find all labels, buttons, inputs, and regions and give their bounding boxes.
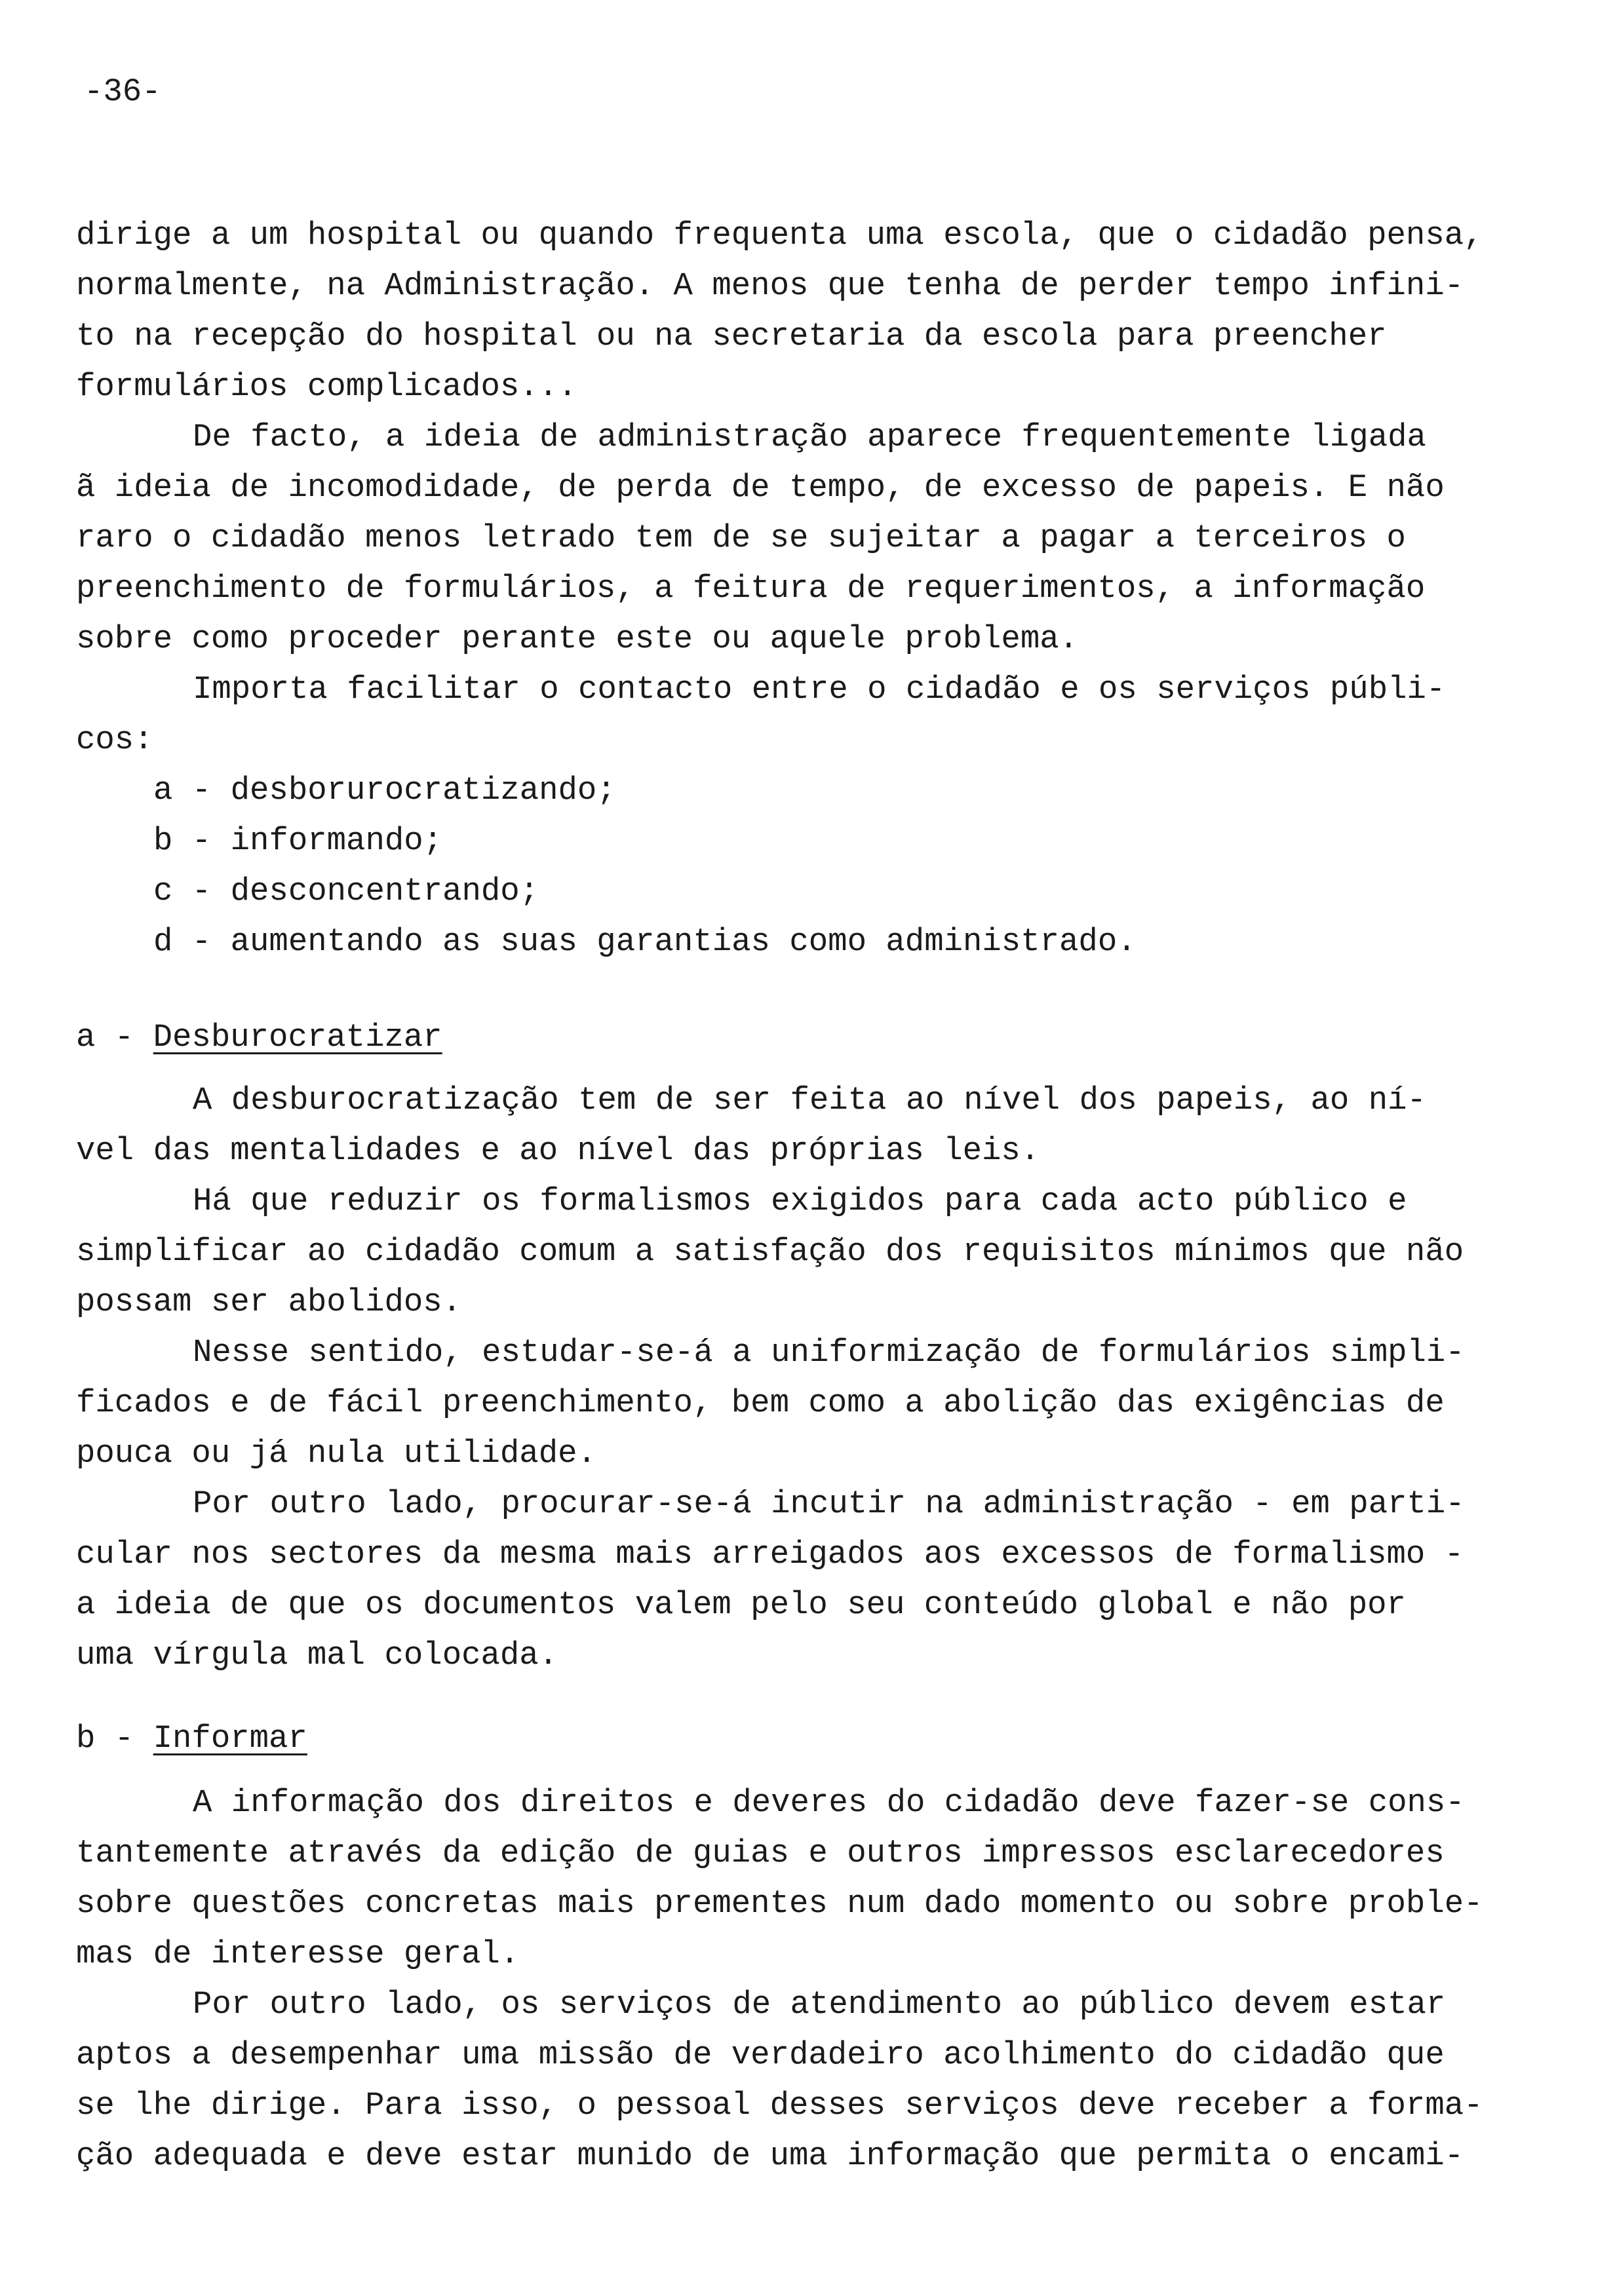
text-line: Importa facilitar o contacto entre o cidadão e os serviços públi-	[193, 671, 1446, 708]
text-line: Por outro lado, procurar-se-á incutir na administração - em parti-	[193, 1485, 1465, 1522]
text-line: preenchimento de formulários, a feitura de requerimentos, a informação	[76, 570, 1426, 607]
text-line: cular nos sectores da mesma mais arreigados aos excessos de formalismo -	[76, 1536, 1464, 1573]
text-line: to na recepção do hospital ou na secretaria da escola para preencher	[76, 318, 1387, 354]
section-informar	[76, 1713, 307, 1764]
text-line: aptos a desempenhar uma missão de verdadeiro acolhimento do cidadão que	[76, 2037, 1445, 2073]
text-line: A desburocratização tem de ser feita ao nível dos papeis, ao ní-	[193, 1082, 1426, 1119]
section-prefix: b -	[76, 1720, 153, 1757]
section-title: Informar	[153, 1720, 307, 1757]
list-item: a - desborurocratizando;	[153, 772, 616, 809]
text-line: simplificar ao cidadão comum a satisfação dos requisitos mínimos que não	[76, 1233, 1464, 1270]
text-line: A informação dos direitos e deveres do cidadão deve fazer-se cons-	[193, 1784, 1465, 1821]
list-item: d - aumentando as suas garantias como administrado.	[153, 923, 1137, 960]
text-line: Por outro lado, os serviços de atendimento ao público devem estar	[193, 1986, 1446, 2023]
text-line: formulários complicados...	[76, 368, 577, 405]
text-line: possam ser abolidos.	[76, 1284, 462, 1320]
text-line: ficados e de fácil preenchimento, bem como a abolição das exigências de	[76, 1385, 1445, 1421]
text-line: Nesse sentido, estudar-se-á a uniformização de formulários simpli-	[193, 1334, 1465, 1371]
intro-text	[76, 210, 1483, 967]
section-heading	[76, 1713, 307, 1764]
text-line: raro o cidadão menos letrado tem de se sujeitar a pagar a terceiros o	[76, 520, 1406, 556]
text-line: De facto, a ideia de administração aparece frequentemente ligada	[193, 419, 1426, 455]
page-number: -36-	[84, 73, 161, 110]
text-line: dirige a um hospital ou quando frequenta uma escola, que o cidadão pensa,	[76, 217, 1483, 254]
section-prefix: a -	[76, 1019, 153, 1056]
text-line: sobre questões concretas mais prementes num dado momento ou sobre proble-	[76, 1885, 1483, 1922]
list-item: c - desconcentrando;	[153, 873, 539, 909]
text-line: sobre como proceder perante este ou aquele problema.	[76, 621, 1079, 657]
text-line: pouca ou já nula utilidade.	[76, 1435, 596, 1472]
section-informar-body	[76, 1778, 1483, 2181]
section-title: Desburocratizar	[153, 1019, 442, 1056]
section-heading	[76, 1012, 442, 1063]
text-line: a ideia de que os documentos valem pelo seu conteúdo global e não por	[76, 1586, 1406, 1623]
text-line: normalmente, na Administração. A menos que tenha de perder tempo infini-	[76, 267, 1464, 304]
text-line: cos:	[76, 721, 153, 758]
section-desburocratizar-body	[76, 1075, 1465, 1681]
text-line: uma vírgula mal colocada.	[76, 1637, 558, 1674]
list-item: b - informando;	[153, 822, 443, 859]
text-line: ã ideia de incomodidade, de perda de tempo, de excesso de papeis. E não	[76, 469, 1445, 506]
text-line: se lhe dirige. Para isso, o pessoal desses serviços deve receber a forma-	[76, 2087, 1483, 2124]
text-line: ção adequada e deve estar munido de uma informação que permita o encami-	[76, 2137, 1464, 2174]
text-line: Há que reduzir os formalismos exigidos para cada acto público e	[193, 1183, 1407, 1219]
text-line: vel das mentalidades e ao nível das próprias leis.	[76, 1132, 1040, 1169]
section-desburocratizar	[76, 1012, 442, 1063]
text-line: mas de interesse geral.	[76, 1936, 520, 1972]
text-line: tantemente através da edição de guias e outros impressos esclarecedores	[76, 1835, 1445, 1871]
